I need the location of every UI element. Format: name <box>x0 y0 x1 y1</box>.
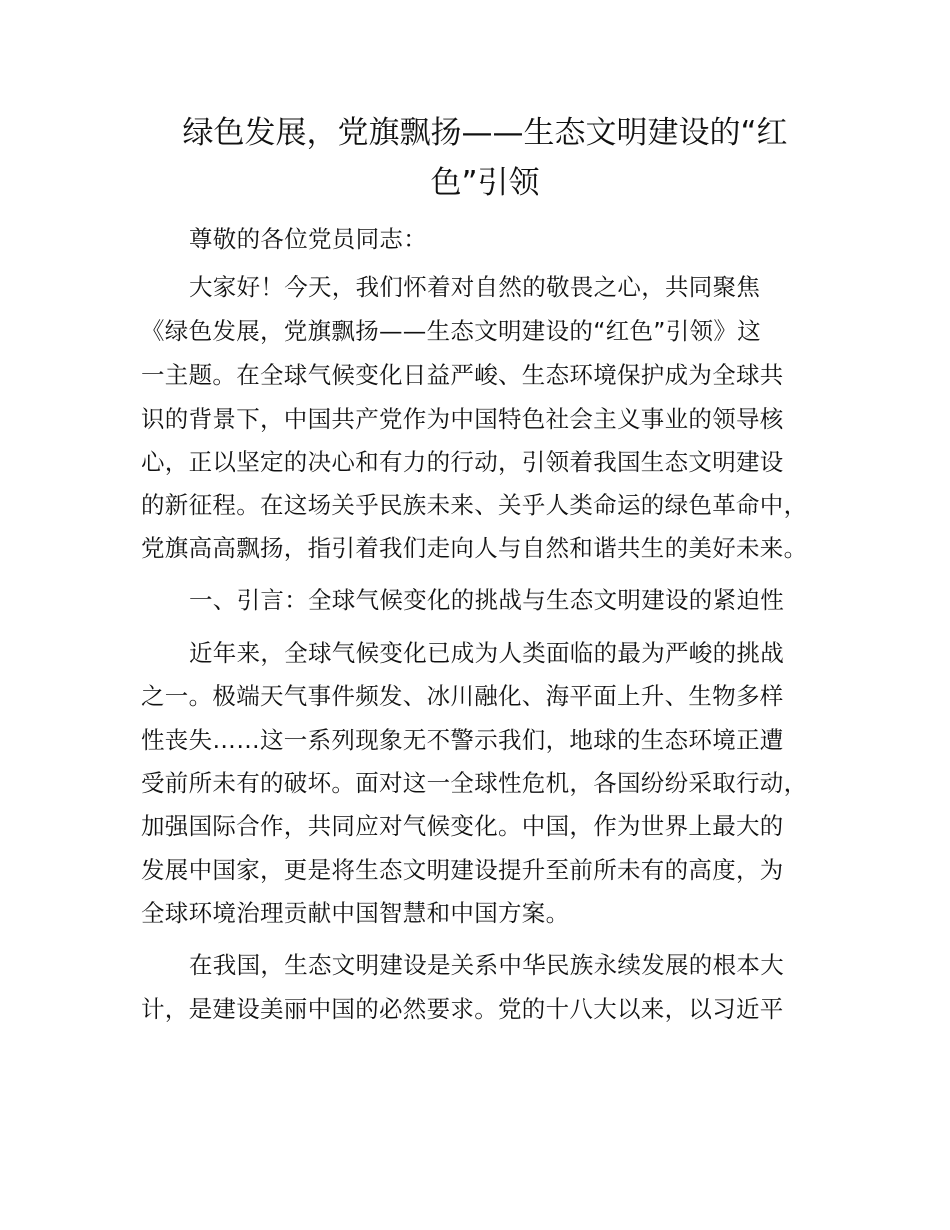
text-line: 在我国，生态文明建设是关系中华民族永续发展的根本大 <box>189 951 784 979</box>
title-line-2: 色”引领 <box>430 165 540 201</box>
text-line: 一主题。在全球气候变化日益严峻、生态环境保护成为全球共 <box>141 361 784 389</box>
text-line: 《绿色发展，党旗飘扬——生态文明建设的“红色”引领》这 <box>141 317 761 345</box>
text-line: 的新征程。在这场关乎民族未来、关乎人类命运的绿色革命中， <box>141 491 808 519</box>
text-line: 计，是建设美丽中国的必然要求。党的十八大以来，以习近平 <box>141 995 784 1023</box>
text-line: 发展中国家，更是将生态文明建设提升至前所未有的高度，为 <box>141 856 784 884</box>
text-line: 性丧失……这一系列现象无不警示我们，地球的生态环境正遭 <box>141 726 784 754</box>
title-line-1: 绿色发展，党旗飘扬——生态文明建设的“红 <box>182 115 788 151</box>
document-title <box>140 108 830 208</box>
text-line: 大家好！今天，我们怀着对自然的敬畏之心，共同聚焦 <box>189 273 761 301</box>
text-line: 近年来，全球气候变化已成为人类面临的最为严峻的挑战 <box>189 639 784 667</box>
text-line: 之一。极端天气事件频发、冰川融化、海平面上升、生物多样 <box>141 682 784 710</box>
text-line: 受前所未有的破坏。面对这一全球性危机，各国纷纷采取行动， <box>141 769 808 797</box>
text-line: 加强国际合作，共同应对气候变化。中国，作为世界上最大的 <box>141 812 784 840</box>
text-line: 党旗高高飘扬，指引着我们走向人与自然和谐共生的美好未来。 <box>141 534 808 562</box>
text-line: 心，正以坚定的决心和有力的行动，引领着我国生态文明建设 <box>141 448 784 476</box>
text-line: 全球环境治理贡献中国智慧和中国方案。 <box>141 899 570 927</box>
salutation: 尊敬的各位党员同志： <box>189 225 427 253</box>
text-line: 识的背景下，中国共产党作为中国特色社会主义事业的领导核 <box>141 405 784 433</box>
section-heading: 一、引言：全球气候变化的挑战与生态文明建设的紧迫性 <box>189 586 784 614</box>
